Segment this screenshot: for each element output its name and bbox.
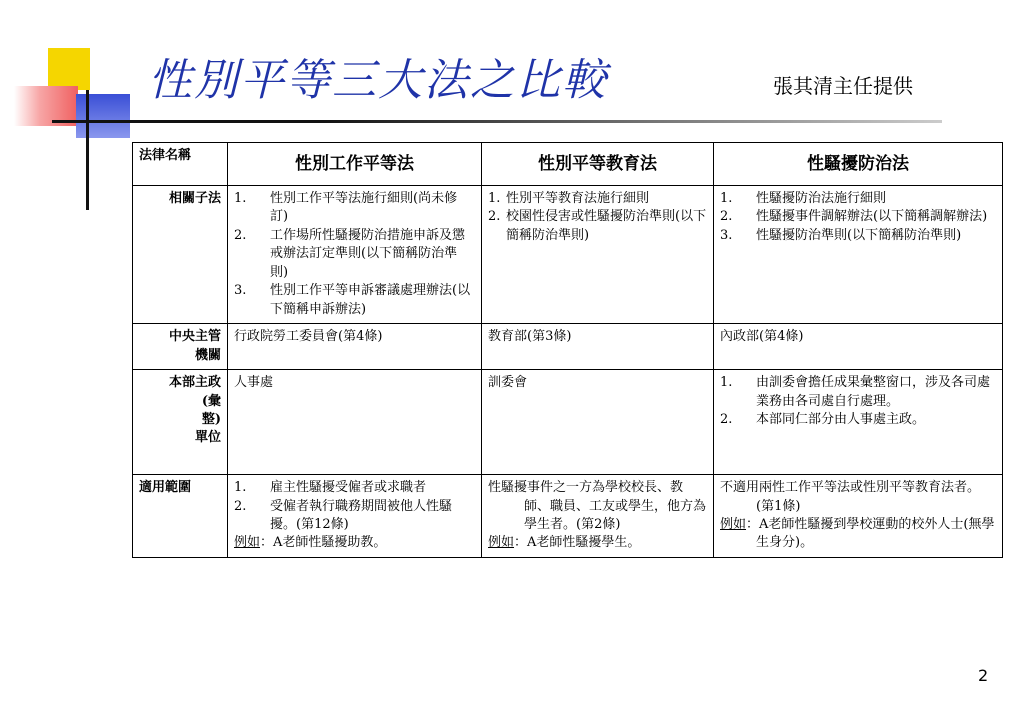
slide-author: 張其清主任提供: [773, 74, 913, 98]
cell-authority-education: 教育部(第3條): [482, 324, 714, 370]
example-label: 例如: [720, 516, 747, 532]
table-row-authority: [133, 324, 1003, 370]
decor-yellow-square: [48, 48, 90, 90]
example-text: ：A老師性騷擾學生。: [514, 535, 641, 551]
cell-unit-education: 訓委會: [482, 370, 714, 475]
cell-scope-work: [228, 475, 482, 558]
list-item: 2. 工作場所性騷擾防治措施申訴及懲戒辦法訂定準則(以下簡稱防治準則): [234, 227, 466, 280]
column-header-education: 性別平等教育法: [482, 143, 714, 186]
cell-authority-harassment: 內政部(第4條): [714, 324, 1003, 370]
cell-unit-harassment: [714, 370, 1003, 475]
column-header-work: 性別工作平等法: [228, 143, 482, 186]
table-row-scope: [133, 475, 1003, 558]
column-header-harassment: 性騷擾防治法: [714, 143, 1003, 186]
list-item: 1. 性別平等教育法施行細則: [488, 191, 650, 206]
list-item: 1. 雇主性騷擾受僱者或求職者: [234, 480, 427, 496]
list-item: 2. 本部同仁部分由人事處主政。: [720, 411, 926, 427]
list-item: 1. 性別工作平等法施行細則(尚未修訂): [234, 191, 458, 225]
row-label-authority: 中央主管 機關: [133, 324, 228, 370]
decor-horizontal-line: [52, 120, 942, 123]
comparison-table: [132, 142, 1003, 558]
cell-scope-education: 性騷擾事件之一方為學校校長、教師、職員、工友或學生，他方為學生者。(第2條) 例如：A老師性騷擾學生。: [482, 475, 714, 558]
cell-sub-laws-harassment: [714, 186, 1003, 324]
list-item: 1. 由訓委會擔任成果彙整窗口，涉及各司處業務由各司處自行處理。: [720, 375, 991, 409]
slide-title: 性別平等三大法之比較: [148, 55, 608, 106]
list-item: 3. 性別工作平等申訴審議處理辦法(以下簡稱申訴辦法): [234, 283, 471, 317]
corner-header: 法律名稱: [133, 143, 228, 186]
cell-sub-laws-education: [482, 186, 714, 324]
table-row-unit: [133, 370, 1003, 475]
cell-scope-harassment: 不適用兩性工作平等法或性別平等教育法者。(第1條) 例如：A老師性騷擾到學校運動的校外人士(無學生身分)。: [714, 475, 1003, 558]
list-item: 2. 校園性侵害或性騷擾防治準則(以下簡稱防治準則): [488, 209, 707, 243]
list-item: 3. 性騷擾防治準則(以下簡稱防治準則): [720, 227, 962, 243]
example-text: ：A老師性騷擾助教。: [260, 535, 387, 551]
row-label-sub-laws: 相關子法: [133, 186, 228, 324]
row-label-scope: 適用範圍: [133, 475, 228, 558]
cell-authority-work: 行政院勞工委員會(第4條): [228, 324, 482, 370]
table-row-sub-laws: [133, 186, 1003, 324]
decor-vertical-line: [86, 90, 89, 210]
cell-sub-laws-work: [228, 186, 482, 324]
cell-unit-work: 人事處: [228, 370, 482, 475]
example-text: ：A老師性騷擾到學校運動的校外人士(無學生身分)。: [746, 516, 995, 551]
table-header-row: [133, 143, 1003, 186]
page-number: 2: [978, 666, 989, 685]
example-label: 例如: [234, 535, 261, 551]
list-item: 2. 受僱者執行職務期間被他人性騷擾。(第12條): [234, 498, 453, 532]
list-item: 1. 性騷擾防治法施行細則: [720, 191, 887, 206]
example-label: 例如: [488, 535, 515, 551]
row-label-unit: 本部主政 (彙 整) 單位: [133, 370, 228, 475]
list-item: 2. 性騷擾事件調解辦法(以下簡稱調解辦法): [720, 209, 988, 225]
decor-blue-square: [76, 94, 130, 138]
